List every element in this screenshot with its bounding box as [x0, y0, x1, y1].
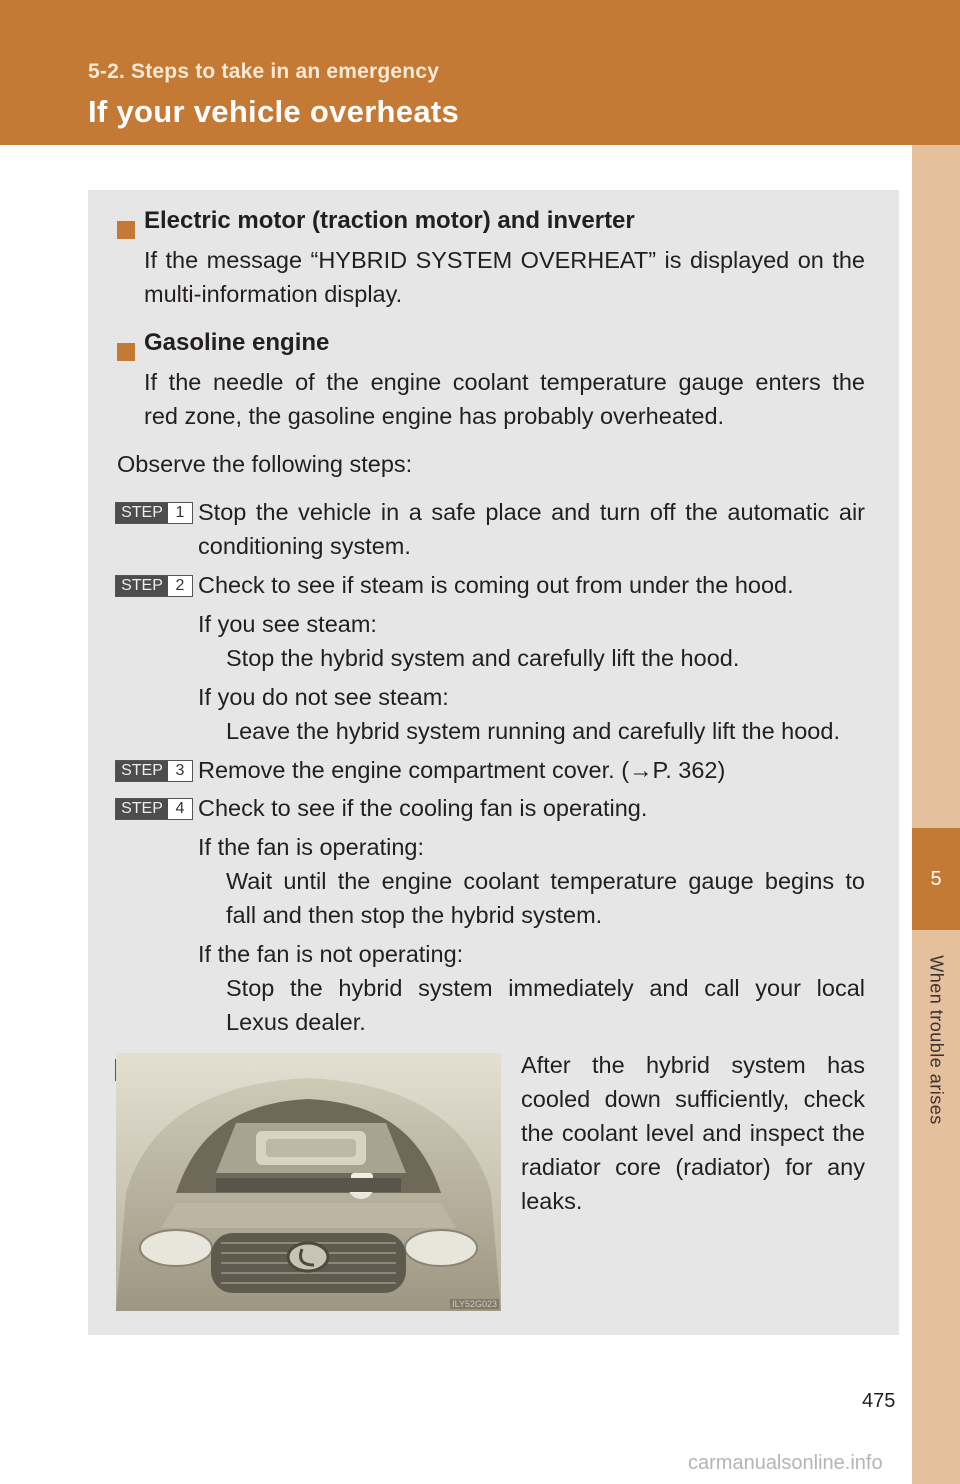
electric-text-line: If the message “HYBRID SYSTEM OVERHEAT” is displayed on the	[144, 247, 865, 273]
step-action: Wait until the engine coolant temperature gauge begins to	[226, 868, 865, 894]
step-number: 2	[175, 577, 185, 594]
step-condition: If the fan is not operating:	[198, 941, 464, 967]
step-action: Stop the hybrid system immediately and call your local	[226, 975, 865, 1001]
step-number: 4	[175, 800, 185, 817]
header-bar	[0, 0, 960, 145]
step-label: STEP	[116, 576, 168, 596]
section-heading-gasoline: Gasoline engine	[144, 329, 330, 356]
engine-compartment-illustration	[116, 1053, 501, 1311]
watermark-text[interactable]: carmanualsonline.info	[688, 1452, 883, 1474]
engine-bay-drawing	[116, 1053, 501, 1311]
step-text: Remove the engine compartment cover. (→P. 362)	[198, 757, 726, 783]
step-text: Check to see if steam is coming out from under the hood.	[198, 572, 794, 598]
section-heading-electric: Electric motor (traction motor) and inverter	[144, 207, 635, 234]
step-condition: If you see steam:	[198, 611, 377, 637]
step-badge	[115, 798, 193, 820]
step-condition: If you do not see steam:	[198, 684, 449, 710]
step5-text-line: the coolant level and inspect the	[521, 1120, 865, 1146]
step-label: STEP	[116, 503, 168, 523]
step-action: Lexus dealer.	[226, 1009, 366, 1035]
page-title: If your vehicle overheats	[88, 94, 460, 129]
step-badge	[115, 760, 193, 782]
step-label: STEP	[116, 761, 168, 781]
bullet-square-icon	[117, 221, 135, 239]
chapter-label: When trouble arises	[926, 955, 947, 1125]
step5-text-line: leaks.	[521, 1188, 583, 1214]
step-number: 3	[175, 762, 185, 779]
step-action: fall and then stop the hybrid system.	[226, 902, 603, 928]
step-text: Check to see if the cooling fan is operating.	[198, 795, 648, 821]
step-action: Leave the hybrid system running and carefully lift the hood.	[226, 718, 840, 744]
bullet-square-icon	[117, 343, 135, 361]
step-text: Stop the vehicle in a safe place and turn off the automatic air	[198, 499, 865, 525]
chapter-number: 5	[930, 867, 942, 890]
chapter-tab[interactable]	[912, 828, 960, 930]
step5-text-line: radiator core (radiator) for any	[521, 1154, 865, 1180]
gasoline-text-line: If the needle of the engine coolant temperature gauge enters the	[144, 369, 865, 395]
chapter-side-strip	[912, 145, 960, 1484]
step-text: conditioning system.	[198, 533, 411, 559]
step5-text-line: After the hybrid system has	[521, 1052, 865, 1078]
intro-text: Observe the following steps:	[117, 451, 413, 477]
gasoline-text-line: red zone, the gasoline engine has probably overheated.	[144, 403, 725, 429]
step-number: 1	[175, 504, 185, 521]
step-label: STEP	[116, 799, 168, 819]
step-action: Stop the hybrid system and carefully lift the hood.	[226, 645, 740, 671]
step5-text-line: cooled down sufficiently, check	[521, 1086, 865, 1112]
step-badge	[115, 502, 193, 524]
step-badge	[115, 575, 193, 597]
step-condition: If the fan is operating:	[198, 834, 425, 860]
electric-text-line: multi-information display.	[144, 281, 403, 307]
section-title: 5-2. Steps to take in an emergency	[88, 60, 440, 83]
page-number: 475	[862, 1390, 896, 1412]
image-code: ILY52G023	[452, 1299, 497, 1309]
